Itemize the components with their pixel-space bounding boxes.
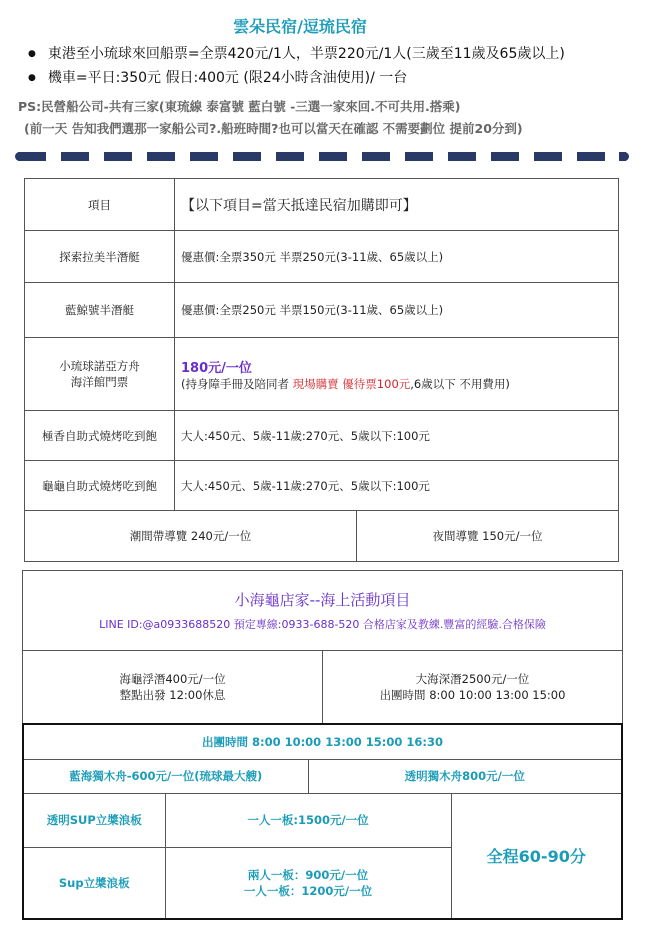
shop-contact: LINE ID:@a0933688520 預定專線:0933-688-520 合格店家及教練.豐富的經驗.合格保險 [99,618,546,631]
item-desc: 大人:450元、5歲-11歲:270元、5歲以下:100元 [175,461,619,511]
shop-title: 小海龜店家--海上活動項目 [234,591,411,609]
dashed-divider [18,152,626,161]
ps-line-2: (前一天 告知我們選那一家船公司?.船班時間?也可以當天在確認 不需要劃位 提前20分到) [24,121,523,136]
item-name: 極香自助式燒烤吃到飽 [25,411,175,461]
page-title: 雲朵民宿/逗琉民宿 [233,17,367,36]
item-desc [175,338,619,411]
dive-time: 出團時間 8:00 10:00 13:00 15:00 [379,688,566,702]
water-activity-table [22,723,623,920]
item-desc: 優惠價:全票350元 半票250元(3-11歲、65歲以上) [175,231,619,283]
night-tour: 夜間導覽 150元/一位 [432,529,543,543]
table-row [23,724,622,759]
ps-note [18,96,523,140]
table-row [23,651,623,724]
header-note: 【以下項目=當天抵達民宿加購即可】 [175,179,619,231]
item-name: 藍鯨號半潛艇 [25,283,175,338]
item-name: 龜龜自助式燒烤吃到飽 [25,461,175,511]
table-row [23,793,622,847]
addon-table [24,178,619,562]
noah-note-a: (持身障手冊及陪同者 [181,376,293,391]
sup-clear-label: 透明SUP立槳浪板 [23,793,165,847]
table-row [25,179,619,231]
table-row [25,283,619,338]
sup-label: Sup立槳浪板 [23,847,165,919]
fare-list [28,42,565,90]
item-name [25,338,175,411]
table-row [25,461,619,511]
shop-table [22,570,623,724]
snorkel-time: 整點出發 12:00休息 [119,688,226,702]
item-name: 探索拉美半潛艇 [25,231,175,283]
table-row [23,759,622,793]
sup-price-2: 一人一板：1200元/一位 [243,883,373,898]
noah-note-b: ,6歲以下 不用費用) [410,376,510,391]
sup-price-1: 兩人一板：900元/一位 [247,867,369,882]
item-desc: 大人:450元、5歲-11歲:270元、5歲以下:100元 [175,411,619,461]
table-row [23,571,623,651]
noah-price: 180元/一位 [181,360,252,376]
table-row [25,411,619,461]
noah-name-1: 小琉球諾亞方舟 [59,359,140,373]
tidal-tour: 潮間帶導覽 240元/一位 [25,511,357,561]
table-row [25,231,619,283]
sup-clear-price: 一人一板:1500元/一位 [165,793,451,847]
noah-note-red: 現場購賣 優待票100元 [292,376,411,391]
duration: 全程60-90分 [451,793,622,919]
table-row [25,511,619,562]
ps-line-1: PS:民營船公司-共有三家(東琉線 泰富號 藍白號 -三選一家來回.不可共用.搭乘) [18,99,461,114]
snorkel-price: 海龜浮潛400元/一位 [119,672,226,686]
noah-name-2: 海洋館門票 [70,375,129,389]
table-row [25,338,619,411]
header-item: 項目 [25,179,175,231]
scooter-fare: ● 機車=平日:350元 假日:400元 (限24小時含油使用)/ 一台 [28,66,565,90]
schedule: 出團時間 8:00 10:00 13:00 15:00 16:30 [23,724,622,759]
canoe-clear: 透明獨木舟800元/一位 [308,759,622,793]
canoe-blue: 藍海獨木舟-600元/一位(琉球最大艘) [23,759,308,793]
ferry-fare: ● 東港至小琉球來回船票=全票420元/1人，半票220元/1人(三歲至11歲及65歲以上) [28,42,565,66]
dive-price: 大海深潛2500元/一位 [415,672,530,686]
item-desc: 優惠價:全票250元 半票150元(3-11歲、65歲以上) [175,283,619,338]
